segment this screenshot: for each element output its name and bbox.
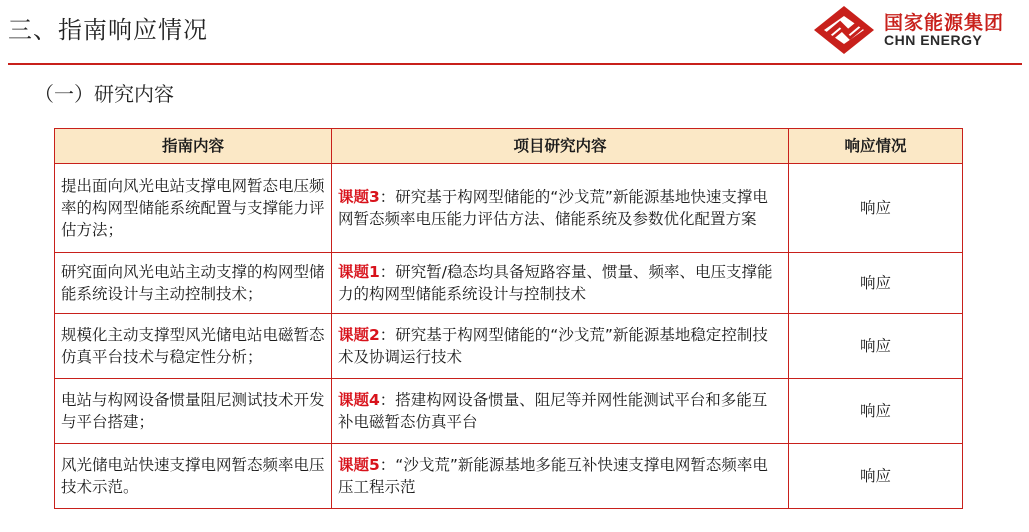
topic-tag: 课题5: [338, 456, 380, 474]
page-title: 三、指南响应情况: [8, 16, 208, 44]
guideline-response-table: [54, 128, 963, 509]
logo-english-name: CHN ENERGY: [884, 32, 983, 48]
table-header-row: [55, 129, 963, 164]
topic-tag: 课题3: [338, 188, 380, 206]
content-cell: [332, 444, 789, 509]
section-title: （一）研究内容: [34, 82, 174, 106]
guide-cell: 电站与构网设备惯量阻尼测试技术开发与平台搭建；: [55, 379, 332, 444]
chn-energy-logo-icon: [810, 4, 880, 56]
column-header-guide: 指南内容: [55, 129, 332, 164]
content-text: ：搭建构网设备惯量、阻尼等并网性能测试平台和多能互补电磁暂态仿真平台: [338, 391, 768, 431]
response-cell: 响应: [789, 379, 963, 444]
topic-tag: 课题1: [338, 263, 380, 281]
topic-tag: 课题4: [338, 391, 380, 409]
response-cell: 响应: [789, 253, 963, 314]
header-divider: [8, 63, 1022, 65]
content-text: ：研究暂/稳态均具备短路容量、惯量、频率、电压支撑能力的构网型储能系统设计与控制技术: [338, 263, 773, 303]
chn-energy-logo: [810, 4, 1020, 56]
content-text: ：研究基于构网型储能的“沙戈荒”新能源基地快速支撑电网暂态频率电压能力评估方法、储能系统及参数优化配置方案: [338, 188, 768, 228]
topic-tag: 课题2: [338, 326, 380, 344]
table-row: [55, 253, 963, 314]
content-cell: [332, 314, 789, 379]
content-cell: [332, 164, 789, 253]
logo-chinese-name: 国家能源集团: [884, 12, 1005, 34]
column-header-content: 项目研究内容: [332, 129, 789, 164]
content-cell: [332, 253, 789, 314]
guide-cell: 风光储电站快速支撑电网暂态频率电压技术示范。: [55, 444, 332, 509]
guide-cell: 规模化主动支撑型风光储电站电磁暂态仿真平台技术与稳定性分析；: [55, 314, 332, 379]
table-row: [55, 444, 963, 509]
table-row: [55, 164, 963, 253]
content-cell: [332, 379, 789, 444]
content-text: ：研究基于构网型储能的“沙戈荒”新能源基地稳定控制技术及协调运行技术: [338, 326, 768, 366]
content-text: ：“沙戈荒”新能源基地多能互补快速支撑电网暂态频率电压工程示范: [338, 456, 768, 496]
guide-cell: 提出面向风光电站支撑电网暂态电压频率的构网型储能系统配置与支撑能力评估方法；: [55, 164, 332, 253]
response-cell: 响应: [789, 314, 963, 379]
table-row: [55, 314, 963, 379]
response-cell: 响应: [789, 164, 963, 253]
table-row: [55, 379, 963, 444]
response-cell: 响应: [789, 444, 963, 509]
guide-cell: 研究面向风光电站主动支撑的构网型储能系统设计与主动控制技术；: [55, 253, 332, 314]
column-header-response: 响应情况: [789, 129, 963, 164]
